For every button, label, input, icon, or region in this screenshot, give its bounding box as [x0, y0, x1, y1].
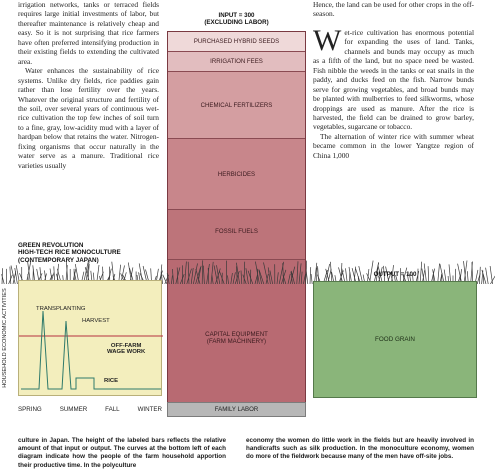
grass-blade	[185, 262, 187, 285]
body-column-right	[313, 0, 474, 160]
output-header: OUTPUT = 100	[373, 271, 417, 278]
dropcap-paragraph-text: et-rice cultivation has enormous potential for expanding the uses of land. Tanks, channels and bunds may occupy as much as a fifth of the land, but no space need be wasted. Fish nibble the weeds in the tanks or eat snails in the paddy, and ducks feed on the fish. Narrow bunds serve for growing vegetables, and broad bunds may be planted with mulberries to feed silkworms, whose droppings are used as manure. After the rice is harvested, the field can be drained to grow barley, vegetables, sugarcane or tobacco.	[313, 27, 474, 132]
caption-left: culture in Japan. The height of the labeled bars reflects the relative amount of that input or output. The curves at the bottom left of each diagram indicate how the people of the farm household apportion their productive time. In the polyculture	[18, 437, 226, 469]
grass-blade	[171, 276, 172, 285]
body-paragraph: Water enhances the sustainability of rice systems. Unlike dry fields, rice paddies gain rather than lose fertility over the years. Whatever the original structure and fertility of the soil, over several years of continuous wet-rice cultivation the top few inches of soil turn to a fine, gray, low-acidity mud with a layer of hardpan below that retains the water. Nitrogen-fixing organisms that occur naturally in the water serve as a manure. Traditional rice varieties usually	[18, 66, 159, 170]
family-labor-bar	[167, 402, 306, 417]
body-column-left	[18, 0, 159, 170]
grass-blade	[288, 274, 290, 284]
grass-blade	[268, 267, 270, 284]
grass-blade	[244, 262, 245, 284]
grass-blade	[233, 272, 235, 284]
body-paragraph: The alternation of winter rice with summer wheat became common in the lower Yangtze region of China 1,000	[313, 131, 474, 160]
input-label-seeds: PURCHASED HYBRID SEEDS	[193, 38, 280, 45]
input-label-herbicides: HERBICIDES	[217, 170, 256, 178]
diagram-title-line: HIGH-TECH RICE MONOCULTURE	[18, 249, 121, 257]
grass-blade	[306, 271, 308, 284]
output-label: FOOD GRAIN	[375, 336, 415, 343]
labor-chart-panel	[18, 280, 162, 396]
grass-blade	[479, 267, 480, 284]
grass-blade	[490, 266, 493, 284]
output-box-food-grain	[313, 281, 477, 398]
season-label: WINTER	[137, 406, 162, 413]
input-segment-seeds	[168, 32, 305, 52]
label-offfarm-line: WAGE WORK	[107, 349, 146, 355]
grass-blade	[188, 262, 189, 284]
input-header	[167, 12, 306, 26]
input-segment-herbicides	[168, 139, 305, 210]
y-axis-label: HOUSEHOLD ECONOMIC ACTIVITIES	[2, 288, 8, 388]
season-label: SPRING	[18, 406, 42, 413]
label-offfarm-wage-work	[107, 343, 145, 355]
labor-chart	[19, 281, 163, 397]
grass-blade	[191, 268, 193, 284]
input-header-note: (EXCLUDING LABOR)	[204, 19, 269, 27]
input-segment-irrigation	[168, 52, 305, 72]
grass-blade	[212, 275, 213, 284]
grass-blade	[228, 275, 229, 284]
input-label-irrigation: IRRIGATION FEES	[210, 58, 263, 65]
input-label-capital-line: CAPITAL EQUIPMENT	[205, 331, 268, 338]
grass-blade	[177, 268, 178, 285]
drop-cap: W	[313, 23, 342, 57]
body-paragraph-dropcap	[313, 23, 474, 132]
grass-blade	[303, 274, 305, 284]
family-labor-label: FAMILY LABOR	[214, 406, 259, 413]
label-harvest: HARVEST	[82, 318, 110, 324]
season-label: FALL	[105, 406, 120, 413]
diagram-title-line: (CONTEMPORARY JAPAN)	[18, 256, 99, 264]
label-rice: RICE	[104, 378, 119, 384]
input-segment-fuels	[168, 210, 305, 260]
grass-blade	[202, 260, 203, 284]
body-paragraph: irrigation networks, tanks or terraced fields requires large initial investments of labor, but thereafter maintenance is relatively cheap and easy. So it is not surprising that rice farmers have often preferred intensifying production in their existing fields to extending the cultivated area.	[18, 0, 159, 66]
caption-right: economy the women do little work in the fields but are heavily involved in handicrafts such as silk production. In the monoculture economy, women do more of the fieldwork because many of the men have off-site jobs.	[246, 437, 474, 461]
input-label-capital	[205, 331, 268, 345]
grass-blade	[246, 268, 249, 284]
input-label-fuels: FOSSIL FUELS	[215, 228, 258, 235]
season-axis	[18, 406, 162, 413]
input-label-fertilizers: CHEMICAL FERTILIZERS	[200, 101, 273, 109]
diagram-title-line: GREEN REVOLUTION	[18, 242, 84, 249]
label-transplanting: TRANSPLANTING	[36, 306, 86, 312]
grass-blade	[241, 271, 242, 285]
season-label: SUMMER	[59, 406, 88, 413]
grass-blade	[283, 263, 284, 284]
grass-blade	[203, 266, 204, 284]
input-bar	[167, 31, 306, 417]
grass-blade	[297, 261, 298, 284]
grass-blade	[301, 272, 302, 284]
grass-blade	[486, 268, 489, 284]
grass-blade	[310, 267, 311, 284]
grass-blade	[231, 273, 233, 284]
input-label-capital-line: (FARM MACHINERY)	[206, 338, 267, 345]
grass-blade	[167, 273, 169, 284]
grass-blade	[299, 263, 301, 284]
body-paragraph: Hence, the land can be used for other crops in the off-season.	[313, 0, 474, 19]
grass-blade	[277, 272, 278, 284]
input-header-total: INPUT = 300	[218, 12, 255, 19]
label-offfarm-line: OFF-FARM	[110, 343, 142, 349]
grass-blade	[264, 262, 269, 284]
input-segment-fertilizers	[168, 72, 305, 139]
